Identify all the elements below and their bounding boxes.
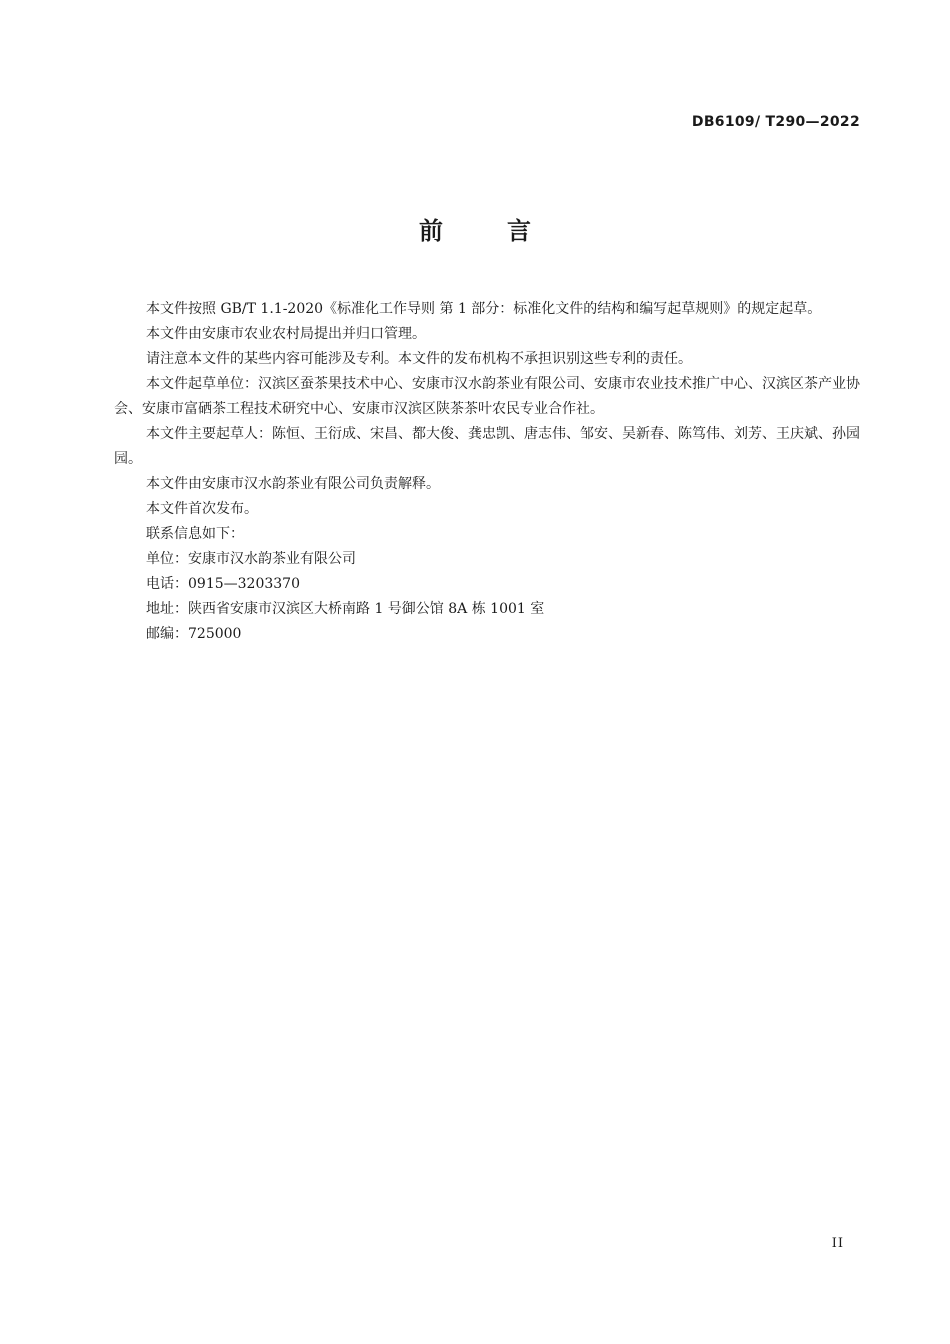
document-body [114, 297, 860, 647]
paragraph-contact-heading: 联系信息如下： [146, 526, 244, 542]
paragraph-contact-unit: 单位：安康市汉水韵茶业有限公司 [146, 551, 356, 567]
paragraph-contact-address: 地址：陕西省安康市汉滨区大桥南路 1 号御公馆 8A 栋 1001 室 [146, 601, 545, 617]
paragraph-drafting-basis: 本文件按照 GB/T 1.1-2020《标准化工作导则 第 1 部分：标准化文件的结构和编写起草规则》的规定起草。 [146, 301, 822, 317]
paragraph-drafting-units: 本文件起草单位：汉滨区蚕茶果技术中心、安康市汉水韵茶业有限公司、安康市农业技术推广中心、汉滨区茶产业协会、安康市富硒茶工程技术研究中心、安康市汉滨区陕茶茶叶农民专业合作社。 [114, 376, 860, 417]
page-title: 前言 [419, 217, 595, 245]
paragraph-drafters: 本文件主要起草人：陈恒、王衍成、宋昌、都大俊、龚忠凯、唐志伟、邹安、吴新春、陈笃伟、刘芳、王庆斌、孙园园。 [114, 426, 860, 467]
paragraph-contact-postcode: 邮编：725000 [146, 626, 242, 642]
document-code: DB6109/ T290—2022 [691, 114, 860, 130]
page-number: II [831, 1236, 844, 1251]
paragraph-interpretation: 本文件由安康市汉水韵茶业有限公司负责解释。 [146, 476, 440, 492]
paragraph-patent-notice: 请注意本文件的某些内容可能涉及专利。本文件的发布机构不承担识别这些专利的责任。 [146, 351, 692, 367]
paragraph-contact-phone: 电话：0915—3203370 [146, 576, 300, 592]
paragraph-first-release: 本文件首次发布。 [146, 501, 258, 517]
paragraph-proposer: 本文件由安康市农业农村局提出并归口管理。 [146, 326, 426, 342]
